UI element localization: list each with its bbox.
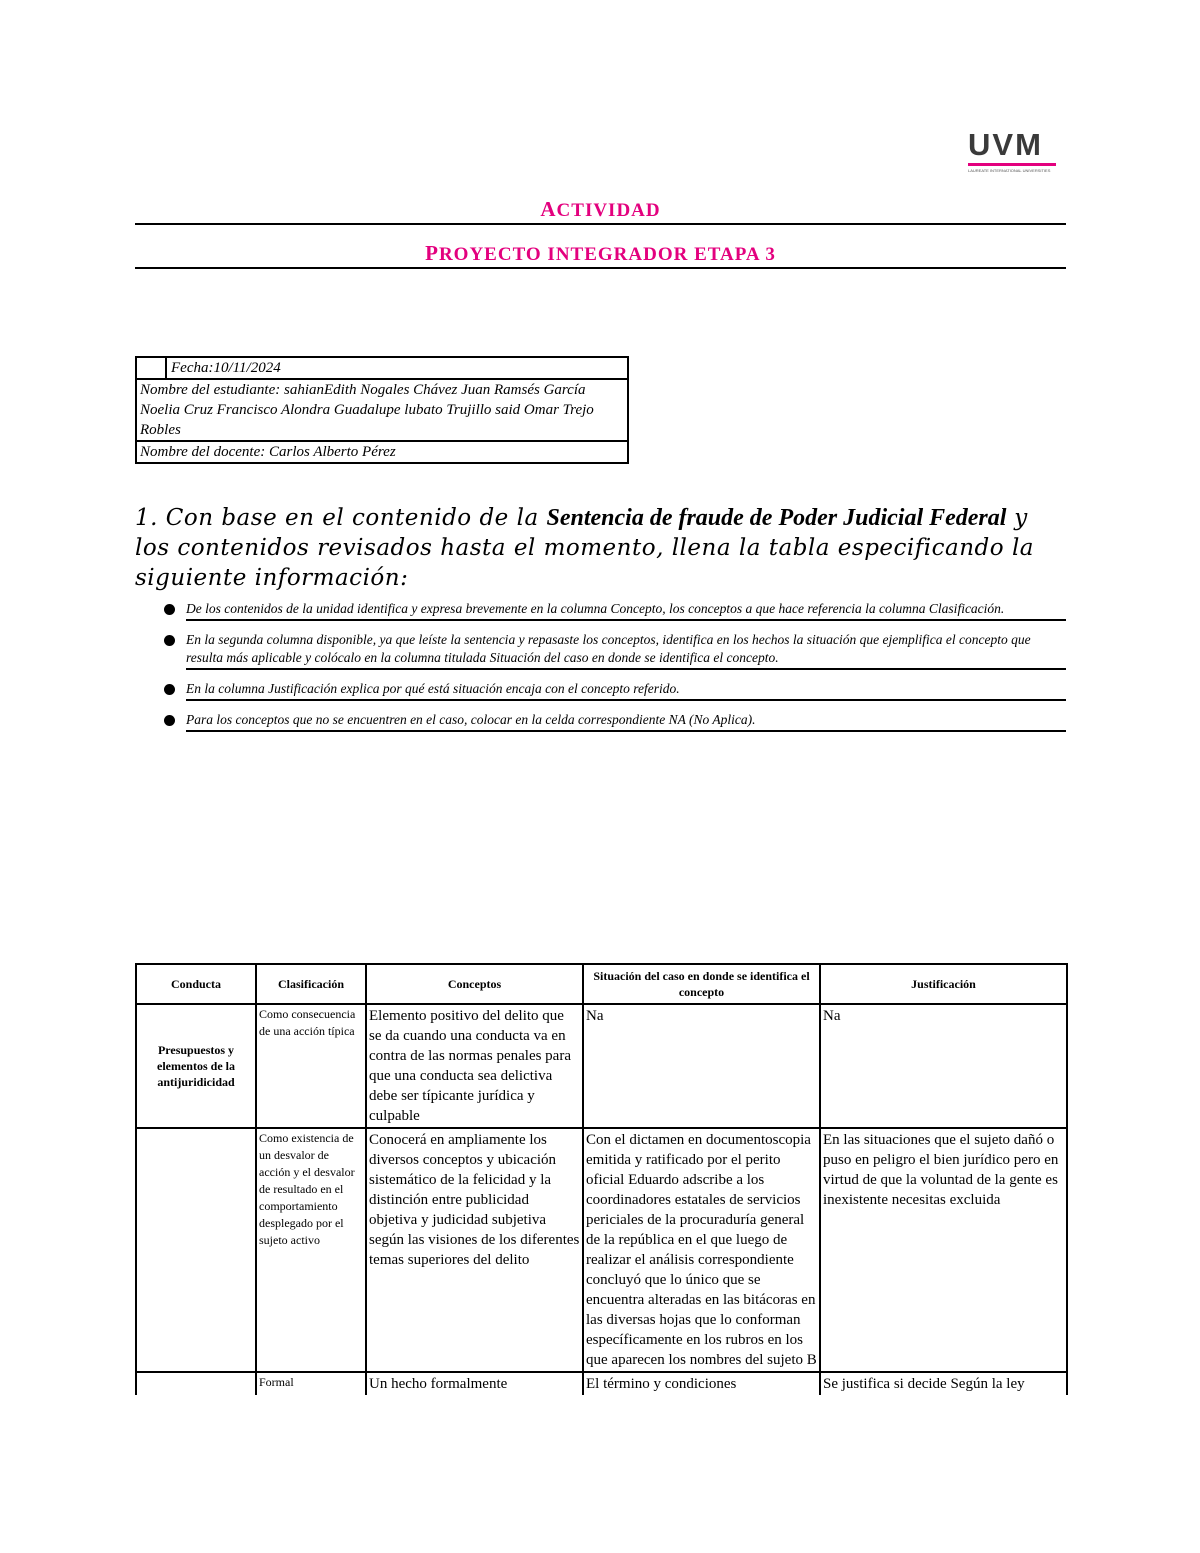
concepts-table xyxy=(135,963,1068,1395)
instruction-text: En la columna Justificación explica por qué está situación encaja con el concepto referido. xyxy=(186,680,1066,701)
question-suffix: y los contenidos revisados hasta el momento, llena la tabla especificando la siguiente información: xyxy=(135,505,1035,591)
logo-text: UVM xyxy=(968,127,1043,162)
cell-conducta xyxy=(136,1128,256,1372)
instruction-text: En la segunda columna disponible, ya que leíste la sentencia y repasaste los conceptos, identifica en los hechos la situación que ejemplifica el concepto que resulta más aplicable y colócalo en la columna titulada Situación del caso en donde se identifica el concepto. xyxy=(186,631,1066,670)
instruction-item xyxy=(160,680,1066,701)
table-row xyxy=(136,1004,1067,1128)
date-empty-cell xyxy=(137,358,167,378)
instructions-list xyxy=(160,600,1066,742)
bullet-icon xyxy=(164,715,175,726)
cell-conceptos: Un hecho formalmente xyxy=(366,1372,583,1395)
cell-conceptos: Conocerá en ampliamente los diversos conceptos y ubicación sistemático de la felicidad y la distinción entre publicidad objetiva y judicidad subjetiva según las visiones de los diferentes temas superiores del delito xyxy=(366,1128,583,1372)
cell-clasificacion: Como existencia de un desvalor de acción y el desvalor de resultado en el comportamiento desplegado por el sujeto activo xyxy=(256,1128,366,1372)
bullet-icon xyxy=(164,635,175,646)
logo-bar xyxy=(968,163,1056,166)
header-conducta: Conducta xyxy=(136,964,256,1004)
instruction-text: De los contenidos de la unidad identifica y expresa brevemente en la columna Concepto, los conceptos a que hace referencia la columna Clasificación. xyxy=(186,600,1066,621)
bullet-icon xyxy=(164,684,175,695)
header-clasificacion: Clasificación xyxy=(256,964,366,1004)
cell-justificacion: Na xyxy=(820,1004,1067,1128)
instruction-item xyxy=(160,600,1066,621)
table-row xyxy=(136,1128,1067,1372)
table-row xyxy=(136,1372,1067,1395)
logo-tagline: LAUREATE INTERNATIONAL UNIVERSITIES xyxy=(968,168,1051,173)
question-bold: Sentencia de fraude de Poder Judicial Federal xyxy=(546,505,1007,531)
cell-situacion: El término y condiciones xyxy=(583,1372,820,1395)
date-row xyxy=(137,358,627,378)
student-names: Nombre del estudiante: sahianEdith Nogales Chávez Juan Ramsés García Noelia Cruz Francisco Alondra Guadalupe lubato Trujillo said Omar Trejo Robles xyxy=(137,378,627,440)
project-title xyxy=(135,241,1066,266)
cell-situacion: Na xyxy=(583,1004,820,1128)
header-conceptos: Conceptos xyxy=(366,964,583,1004)
header-situacion: Situación del caso en donde se identifica el concepto xyxy=(583,964,820,1004)
cell-clasificacion: Formal xyxy=(256,1372,366,1395)
cell-clasificacion: Como consecuencia de una acción típica xyxy=(256,1004,366,1128)
cell-conceptos: Elemento positivo del delito que se da cuando una conducta va en contra de las normas penales para que una conducta sea delictiva debe ser típicante jurídica y culpable xyxy=(366,1004,583,1128)
instruction-text: Para los conceptos que no se encuentren en el caso, colocar en la celda correspondiente NA (No Aplica). xyxy=(186,711,1066,732)
header-justificacion: Justificación xyxy=(820,964,1067,1004)
teacher-name: Nombre del docente: Carlos Alberto Pérez xyxy=(137,440,627,462)
project-title-initial: P xyxy=(425,241,439,265)
activity-title-initial: A xyxy=(540,197,557,221)
subtitle-rule xyxy=(135,267,1066,269)
cell-situacion: Con el dictamen en documentoscopia emitida y ratificado por el perito oficial Eduardo adscribe a los coordinadores estatales de servicios periciales de la procuraduría general de la república en el que luego de realizar el análisis correspondiente concluyó que lo único que se encuentra alteradas en las bitácoras en las diversas hojas que lo conforman específicamente en los rubros en los que aparecen los nombres del sujeto B xyxy=(583,1128,820,1372)
uvm-logo xyxy=(968,127,1058,173)
cell-justificacion: En las situaciones que el sujeto dañó o puso en peligro el bien jurídico pero en virtud de que la voluntad de la gente es inexistente necesitas excluida xyxy=(820,1128,1067,1372)
activity-title xyxy=(135,197,1066,222)
question-prefix: 1. Con base en el contenido de la xyxy=(135,505,547,531)
date-value: Fecha:10/11/2024 xyxy=(171,360,281,376)
cell-conducta: Presupuestos y elementos de la antijuridicidad xyxy=(136,1004,256,1128)
info-box xyxy=(135,356,629,464)
title-rule xyxy=(135,223,1066,225)
instruction-item xyxy=(160,711,1066,732)
cell-conducta xyxy=(136,1372,256,1395)
project-title-rest: ROYECTO INTEGRADOR ETAPA 3 xyxy=(438,244,776,265)
question-text xyxy=(135,503,1066,593)
table-header-row xyxy=(136,964,1067,1004)
activity-title-rest: CTIVIDAD xyxy=(556,200,661,221)
instruction-item xyxy=(160,631,1066,670)
bullet-icon xyxy=(164,604,175,615)
cell-justificacion: Se justifica si decide Según la ley xyxy=(820,1372,1067,1395)
